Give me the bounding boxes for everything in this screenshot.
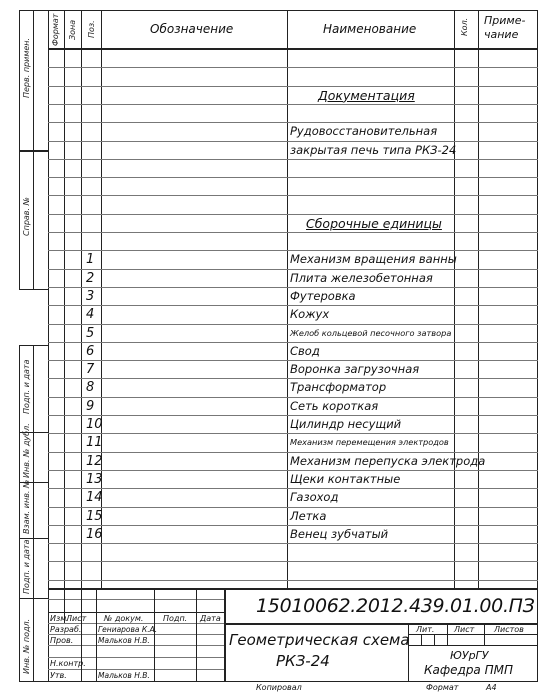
row-pos: 11 xyxy=(86,435,103,451)
side-sprav-no: Справ. № xyxy=(22,197,31,236)
row-pos: 9 xyxy=(86,398,95,414)
row-pos: 1 xyxy=(86,252,95,268)
stamp-izm: Изм. xyxy=(50,614,69,623)
row-name: Сборочные единицы xyxy=(306,215,442,231)
document-title-1: Геометрическая схема xyxy=(229,631,410,649)
table-row xyxy=(48,543,538,561)
table-row xyxy=(48,104,538,122)
table-row xyxy=(48,507,538,525)
row-pos: 3 xyxy=(86,288,95,304)
table-row xyxy=(48,159,538,177)
footer-format: Формат xyxy=(426,683,459,692)
row-name: Газоход xyxy=(290,490,339,505)
row-name: Сеть короткая xyxy=(290,398,379,413)
row-name: Трансформатор xyxy=(290,380,387,395)
row-pos: 6 xyxy=(86,343,95,359)
row-name: Щеки контактные xyxy=(290,471,401,486)
stamp-prov-name: Мальков Н.В. xyxy=(98,636,150,645)
table-row xyxy=(48,433,538,451)
row-name: Плита железобетонная xyxy=(290,270,433,285)
document-code: 15010062.2012.439.01.00.ПЗ xyxy=(256,595,535,617)
row-name: Футеровка xyxy=(290,288,356,303)
row-name: Кожух xyxy=(290,307,330,322)
table-row xyxy=(48,324,538,342)
header-note-2: чание xyxy=(484,28,519,41)
stamp-listov: Листов xyxy=(494,625,524,634)
header-note-1: Приме- xyxy=(484,14,526,27)
table-row xyxy=(48,397,538,415)
row-name: Документация xyxy=(318,87,415,103)
stamp-razrab-name: Гениарова К.А. xyxy=(98,625,158,634)
row-name: Рудовосстановительная xyxy=(290,124,438,139)
stamp-list2: Лист xyxy=(454,625,475,634)
row-pos: 4 xyxy=(86,307,95,323)
table-row xyxy=(48,177,538,195)
header-zone: Зона xyxy=(68,19,77,40)
table-row xyxy=(48,342,538,360)
row-name: Желоб кольцевой песочного затвора xyxy=(290,327,452,338)
side-perv-primen: Перв. примен. xyxy=(22,37,31,98)
stamp-lit: Лит. xyxy=(416,625,435,634)
row-name: Свод xyxy=(290,343,320,358)
row-pos: 10 xyxy=(86,417,103,432)
table-row xyxy=(48,378,538,396)
stamp-utv: Утв. xyxy=(50,671,67,680)
table-row xyxy=(48,415,538,433)
row-pos: 12 xyxy=(86,453,103,469)
table-row xyxy=(48,360,538,378)
row-pos: 2 xyxy=(86,270,95,286)
table-row xyxy=(48,195,538,213)
side-podp-data-2: Подп. и дата xyxy=(22,539,31,594)
table-row xyxy=(48,250,538,268)
stamp-org-2: Кафедра ПМП xyxy=(424,663,513,677)
row-pos: 16 xyxy=(86,526,103,542)
side-vzam-inv: Взам. инв. № xyxy=(22,479,31,534)
header-format: Формат xyxy=(51,13,60,46)
side-inv-podl: Инв. № подл. xyxy=(22,618,31,674)
table-row xyxy=(48,561,538,579)
table-row xyxy=(48,67,538,85)
stamp-doc-no: № докум. xyxy=(104,614,144,623)
stamp-list: Лист xyxy=(66,614,87,623)
header-designation: Обозначение xyxy=(150,22,234,36)
table-row xyxy=(48,141,538,159)
row-name: Механизм перемещения электродов xyxy=(290,437,449,448)
header-pos: Поз. xyxy=(87,20,96,38)
stamp-podp: Подп. xyxy=(163,614,188,623)
stamp-data: Дата xyxy=(200,614,221,623)
side-inv-dubl: Инв. № дубл. xyxy=(22,423,31,478)
header-name: Наименование xyxy=(323,22,417,36)
stamp-prov: Пров. xyxy=(50,636,74,645)
row-pos: 5 xyxy=(86,325,95,341)
table-row xyxy=(48,269,538,287)
row-pos: 14 xyxy=(86,490,103,506)
row-name: Цилиндр несущий xyxy=(290,417,402,431)
table-row xyxy=(48,525,538,543)
stamp-razrab: Разраб. xyxy=(50,625,82,634)
side-podp-data-1: Подп. и дата xyxy=(22,359,31,414)
table-row xyxy=(48,470,538,488)
table-row xyxy=(48,49,538,67)
stamp-org-1: ЮУрГУ xyxy=(450,649,489,662)
row-pos: 8 xyxy=(86,380,95,396)
footer-kopiroval: Копировал xyxy=(256,683,302,692)
document-title-2: РКЗ-24 xyxy=(276,652,330,670)
stamp-utv-name: Мальков Н.В. xyxy=(98,671,150,680)
table-row xyxy=(48,452,538,470)
table-row xyxy=(48,305,538,323)
table-row xyxy=(48,122,538,140)
row-name: Механизм перепуска электрода xyxy=(290,453,486,468)
row-pos: 15 xyxy=(86,508,103,524)
row-name: закрытая печь типа РКЗ-24 xyxy=(290,142,457,157)
row-name: Летка xyxy=(290,508,327,523)
header-qty: Кол. xyxy=(460,17,469,36)
row-name: Механизм вращения ванны xyxy=(290,252,457,267)
row-pos: 13 xyxy=(86,471,103,487)
row-name: Воронка загрузочная xyxy=(290,362,420,377)
row-pos: 7 xyxy=(86,362,95,378)
table-row xyxy=(48,287,538,305)
row-name: Венец зубчатый xyxy=(290,526,389,541)
footer-format-value: А4 xyxy=(486,683,497,692)
stamp-n-kontr: Н.контр. xyxy=(50,659,86,668)
table-row xyxy=(48,488,538,506)
table-row xyxy=(48,214,538,232)
table-row xyxy=(48,86,538,104)
table-row xyxy=(48,232,538,250)
